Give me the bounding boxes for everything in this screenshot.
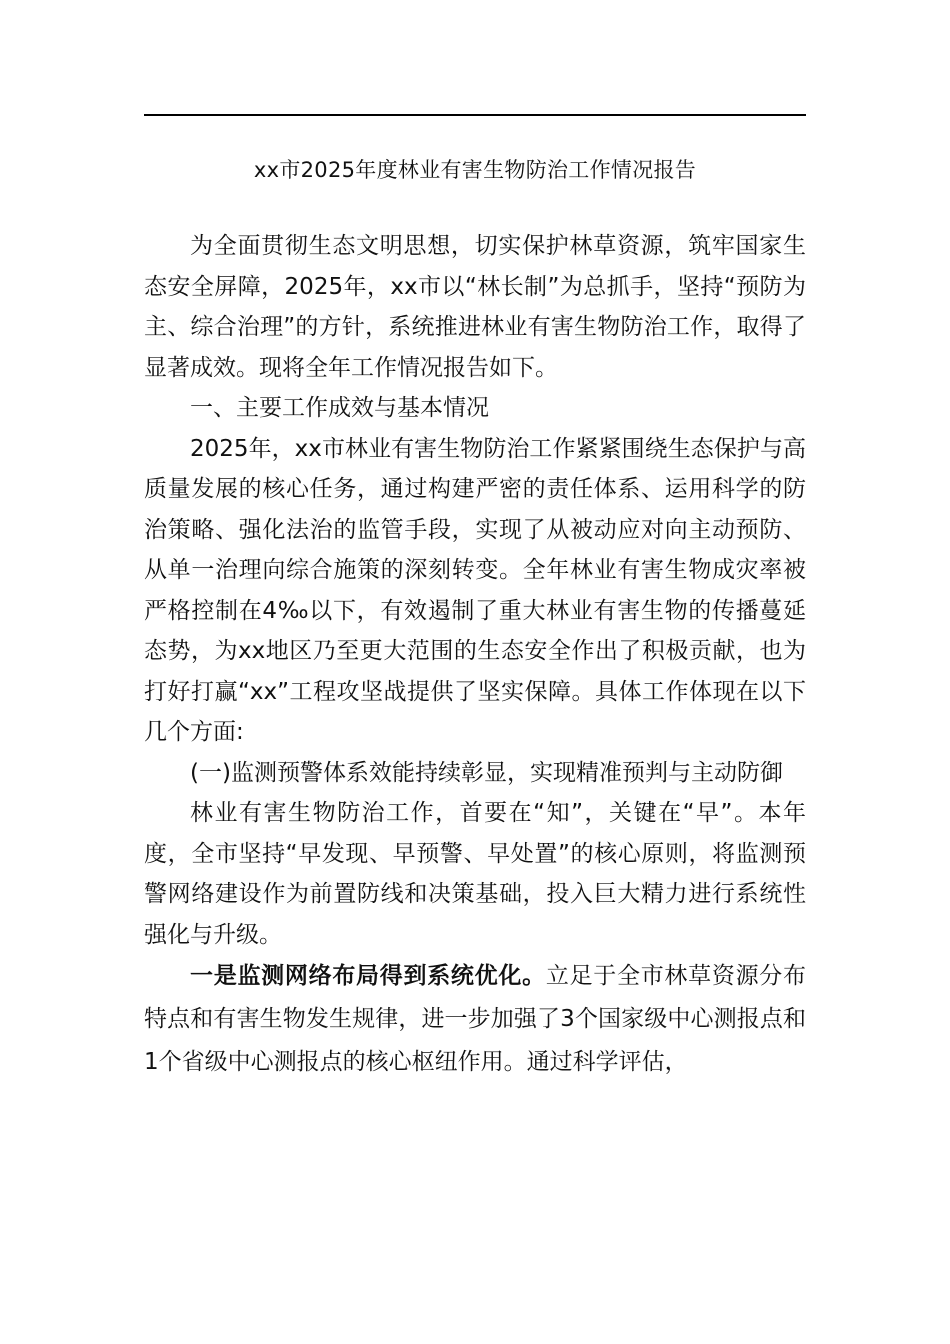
point-lead: 一是监测网络布局得到系统优化。 — [190, 963, 546, 989]
point-text: 立足于全市林草资源分布特点和有害生物发生规律，进一步加强了3个国家级中心测报点和1个省级中心测报点的核心枢纽作用。通过科学评估， — [144, 963, 807, 1075]
document-title: xx市2025年度林业有害生物防治工作情况报告 — [253, 158, 697, 182]
document-body — [144, 226, 806, 1084]
subsection-paragraph: 林业有害生物防治工作，首要在“知”，关键在“早”。本年度，全市坚持“早发现、早预警、早处置”的核心原则，将监测预警网络建设作为前置防线和决策基础，投入巨大精力进行系统性强化与升级。 — [144, 800, 806, 948]
section-heading: 一、主要工作成效与基本情况 — [190, 395, 489, 421]
intro-paragraph: 为全面贯彻生态文明思想，切实保护林草资源，筑牢国家生态安全屏障，2025年，xx市以“林长制”为总抓手，坚持“预防为主、综合治理”的方针，系统推进林业有害生物防治工作，取得了显著成效。现将全年工作情况报告如下。 — [144, 233, 806, 381]
section-paragraph: 2025年，xx市林业有害生物防治工作紧紧围绕生态保护与高质量发展的核心任务，通过构建严密的责任体系、运用科学的防治策略、强化法治的监管手段，实现了从被动应对向主动预防、从单一治理向综合施策的深刻转变。全年林业有害生物成灾率被严格控制在4‰以下，有效遏制了重大林业有害生物的传播蔓延态势，为xx地区乃至更大范围的生态安全作出了积极贡献，也为打好打赢“xx”工程攻坚战提供了坚实保障。具体工作体现在以下几个方面: — [144, 435, 806, 745]
point-paragraph — [144, 955, 806, 1084]
subsection-heading: (一)监测预警体系效能持续彰显，实现精准预判与主动防御 — [190, 759, 783, 786]
header-rule — [144, 114, 806, 116]
